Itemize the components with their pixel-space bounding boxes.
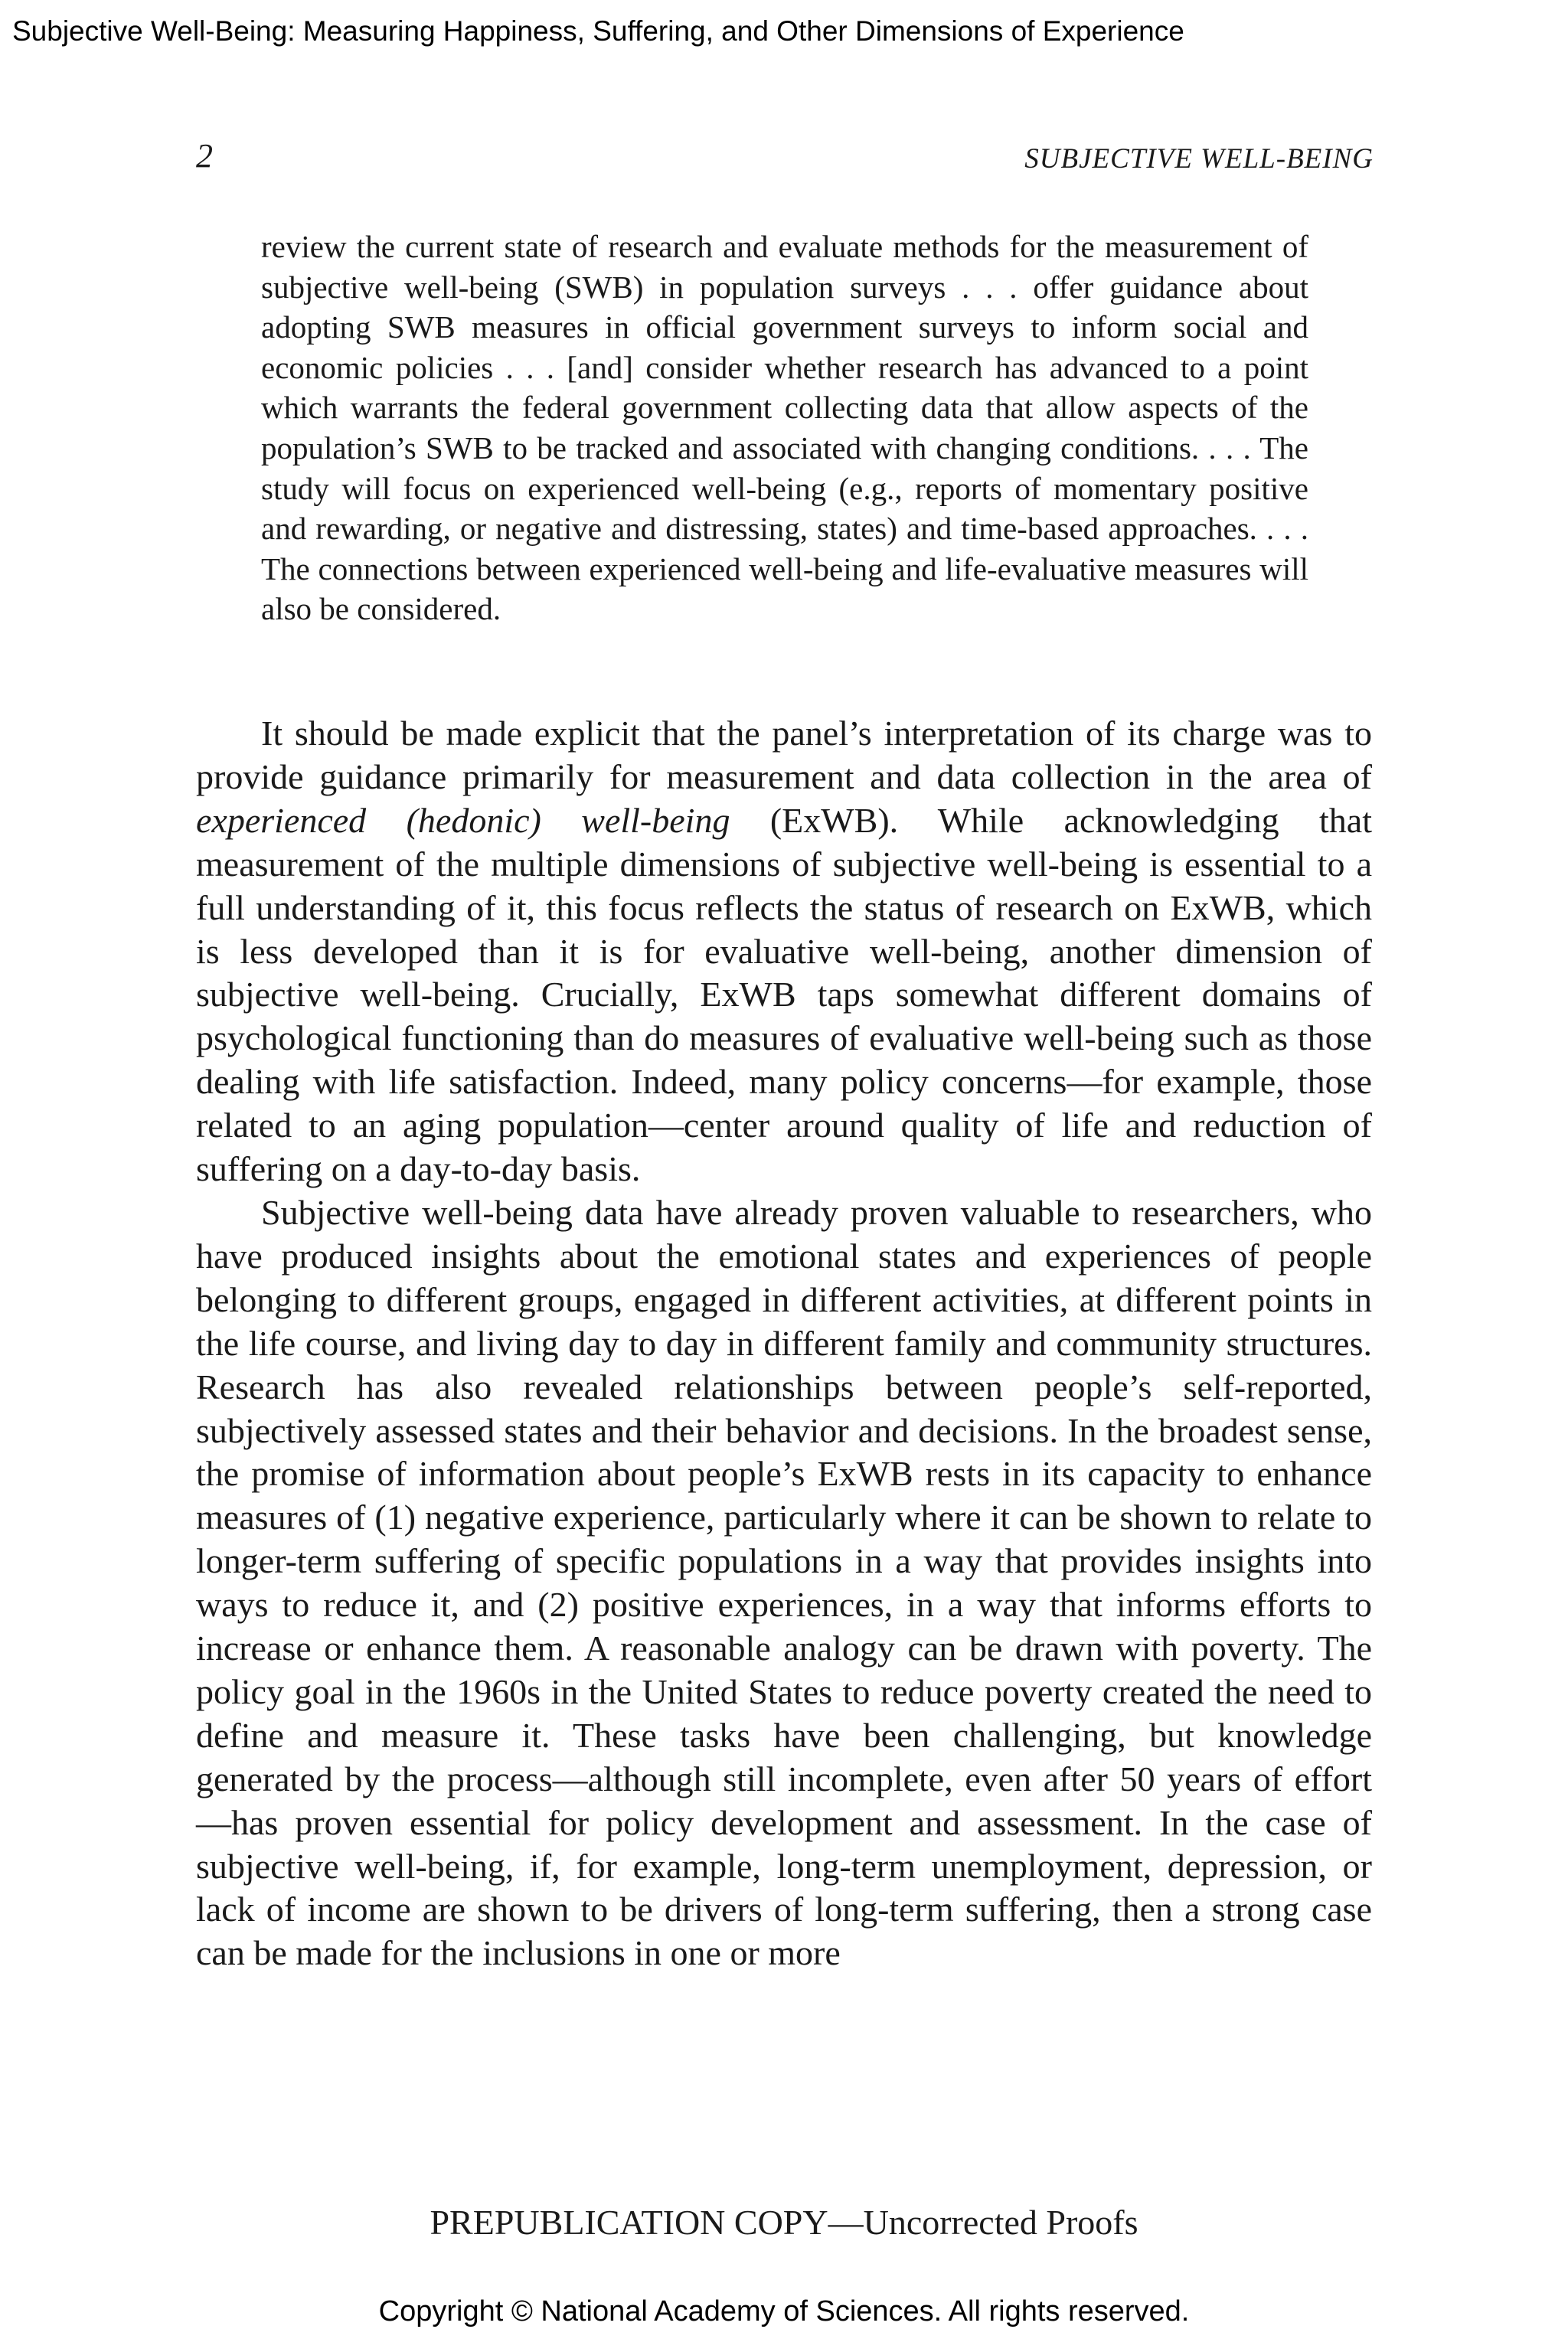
copyright-notice: Copyright © National Academy of Sciences. All rights reserved.	[378, 2295, 1190, 2328]
body-text	[196, 712, 1372, 1975]
running-head: SUBJECTIVE WELL-BEING	[1024, 143, 1374, 175]
paragraph-1	[196, 712, 1372, 1191]
document-banner-title: Subjective Well-Being: Measuring Happiness, Suffering, and Other Dimensions of Experience	[12, 15, 1184, 47]
paragraph-2: Subjective well-being data have already proven valuable to researchers, who have produced insights about the emotional states and experiences of people belonging to different groups, engaged in different activities, at different points in the life course, and living day to day in different family and community structures. Research has also revealed relationships between people’s self-reported, subjectively assessed states and their behavior and decisions. In the broadest sense, the promise of information about people’s ExWB rests in its capacity to enhance measures of (1) negative experience, particularly where it can be shown to relate to longer-term suffering of specific populations in a way that provides insights into ways to reduce it, and (2) positive experiences, in a way that informs efforts to increase or enhance them. A reasonable analogy can be drawn with poverty. The policy goal in the 1960s in the United States to reduce poverty created the need to define and measure it. These tasks have been challenging, but knowledge generated by the process—although still incomplete, even after 50 years of effort—has proven essential for policy development and assessment. In the case of subjective well-being, if, for example, long-term unemployment, depression, or lack of income are shown to be drivers of long-term suffering, then a strong case can be made for the inclusions in one or more	[196, 1192, 1372, 1973]
page-number: 2	[196, 137, 213, 175]
paragraph-1-emphasis: experienced (hedonic) well-being	[196, 800, 730, 840]
paragraph-1-end: (ExWB). While acknowledging that measurement of the multiple dimensions of subjective well-being is essential to a full understanding of it, this focus reflects the status of research on ExWB, which is less developed than it is for evaluative well-being, another dimension of subjective well-being. Crucially, ExWB taps somewhat different domains of psychological functioning than do measures of evaluative well-being such as those dealing with life satisfaction. Indeed, many policy concerns—for example, those related to an aging population—center around quality of life and reduction of suffering on a day-to-day basis.	[196, 800, 1372, 1189]
block-quote: review the current state of research and evaluate methods for the measurement of subjective well-being (SWB) in population surveys . . . offer guidance about adopting SWB measures in official government surveys to inform social and economic policies . . . [and] consider whether research has advanced to a point which warrants the federal government collecting data that allow aspects of the population’s SWB to be tracked and associated with changing conditions. . . . The study will focus on experienced well-being (e.g., reports of momentary positive and rewarding, or negative and distressing, states) and time-based approaches. . . . The connections between experienced well-being and life-evaluative measures will also be considered.	[261, 229, 1308, 627]
paragraph-1-start: It should be made explicit that the panel’s interpretation of its charge was to provide guidance primarily for measurement and data collection in the area of	[196, 714, 1372, 796]
prepublication-notice: PREPUBLICATION COPY—Uncorrected Proofs	[430, 2203, 1138, 2242]
